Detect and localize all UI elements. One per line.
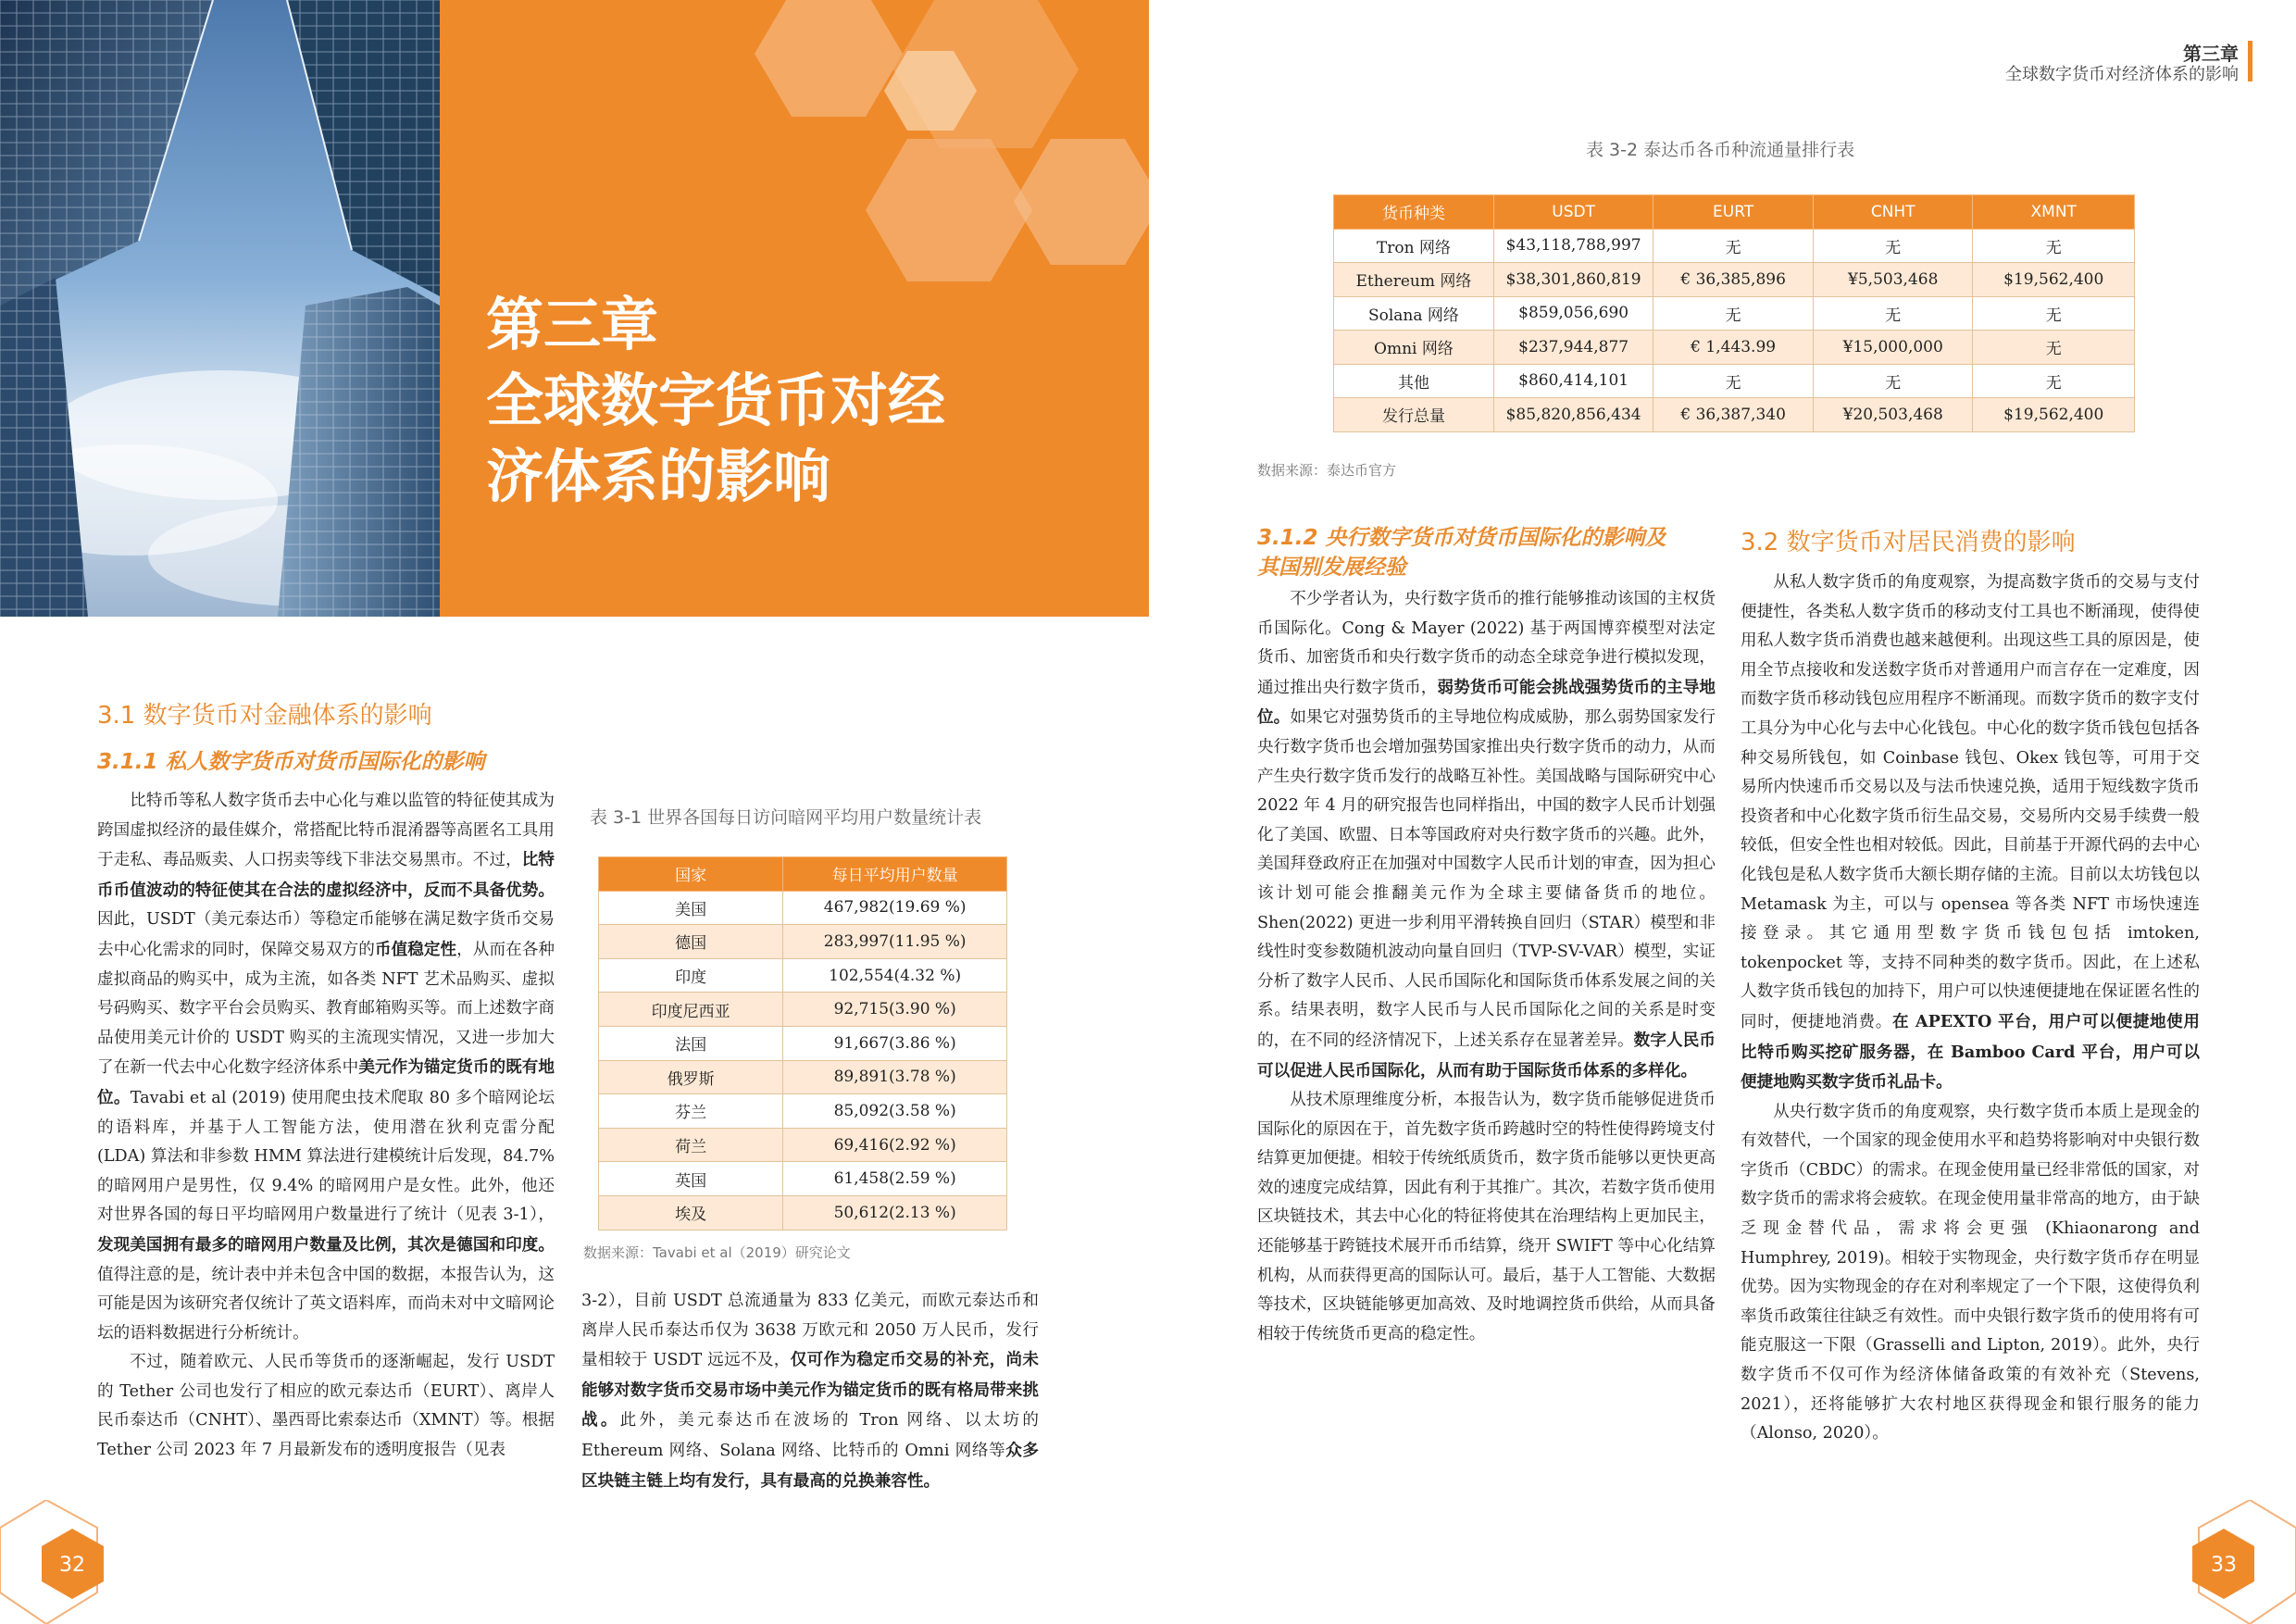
- text-run: 不少学者认为，央行数字货币的推行能够推动该国的主权货币国际化。Cong & Mayer (2022) 基于两国博弈模型对法定货币、加密货币和央行数字货币的动态全球竞争进行模拟发现，通过推出央行数字货币，: [1257, 590, 1716, 697]
- table-cell: 无: [1653, 296, 1814, 331]
- bold-text-run: 比特币币值波动的特征使其在合法的虚拟经济中，反而不具备优势。: [97, 850, 555, 900]
- bold-text-run: 币值稳定性: [374, 939, 457, 959]
- paragraph: [1741, 568, 2200, 1098]
- table-3-2-caption: 表 3-2 泰达币各币种流通量排行表: [1586, 140, 1855, 160]
- table-cell: 无: [1973, 331, 2135, 365]
- bold-text-run: 众多区块链主链上均有发行，具有最高的兑换兼容性。: [581, 1440, 1039, 1491]
- table-cell: € 36,387,340: [1653, 398, 1814, 432]
- table-cell: 美国: [599, 891, 783, 925]
- table-cell: ¥5,503,468: [1813, 263, 1973, 297]
- table-row: [1334, 364, 2135, 398]
- hero-photo: [0, 0, 440, 617]
- table-cell: 法国: [599, 1026, 783, 1060]
- table-cell: 芬兰: [599, 1094, 783, 1129]
- text-run: 此外，美元泰达币在波场的 Tron 网络、以太坊的 Ethereum 网络、Solana 网络、比特币的 Omni 网络等: [581, 1411, 1039, 1460]
- table-cell: 印度: [599, 958, 783, 993]
- table-row: [599, 1128, 1007, 1162]
- page-number-badge-left: [0, 1500, 130, 1624]
- subsection-title-3-1-2: [1257, 523, 1739, 582]
- paragraph: [581, 1287, 1039, 1496]
- table-row: [1334, 296, 2135, 331]
- chapter-title-line-3: 济体系的影响: [486, 443, 831, 510]
- chapter-title-line-2: 全球数字货币对经: [486, 367, 946, 434]
- table-3-1-source: 数据来源：Tavabi et al（2019）研究论文: [583, 1244, 851, 1261]
- table-cell: 荷兰: [599, 1128, 783, 1162]
- table-cell: 无: [1813, 364, 1973, 398]
- text-run: 从央行数字货币的角度观察，央行数字货币本质上是现金的有效替代，一个国家的现金使用水平和趋势将影响对中央银行数字货币（CBDC）的需求。在现金使用量已经非常低的国家，对数字货币的需求将会疲软。在现金使用量非常高的地方，由于缺乏现金替代品，需求将会更强 (Khiaonarong and Humphrey, 2019)。相较于实物现金，央行数字货币存在明显优势。因为实物现金的存在对利率规定了一个下限，这使得负利率货币政策往往缺乏有效性。而中央银行数字货币的使用将有可能克服这一下限（Grasselli and Lipton, 2019）。此外，央行数字货币不仅可作为经济体储备政策的有效补充（Stevens, 2021），还将能够扩大农村地区获得现金和银行服务的能力（Alonso, 2020）。: [1741, 1102, 2200, 1443]
- chapter-title: [486, 287, 945, 515]
- left-column-1: [97, 787, 555, 1466]
- table-header-cell: 国家: [599, 857, 783, 892]
- table-3-2-source: 数据来源：泰达币官方: [1257, 462, 1397, 479]
- paragraph: [97, 787, 555, 1348]
- bold-text-run: 数字人民币可以促进人民币国际化，从而有助于国际货币体系的多样化。: [1257, 1030, 1716, 1081]
- text-run: 不过，随着欧元、人民币等货币的逐渐崛起，发行 USDT 的 Tether 公司也发行了相应的欧元泰达币（EURT）、离岸人民币泰达币（CNHT）、墨西哥比索泰达币（XMNT）等。根据 Tether 公司 2023 年 7 月最新发布的透明度报告（见表: [97, 1353, 555, 1460]
- page-number-left: 32: [59, 1554, 85, 1577]
- table-header-row: [1334, 195, 2135, 230]
- table-row: [1334, 229, 2135, 263]
- table-row: [599, 1094, 1007, 1129]
- table-cell: 英国: [599, 1162, 783, 1196]
- table-cell: 50,612(2.13 %): [783, 1195, 1007, 1230]
- table-row: [599, 1026, 1007, 1060]
- table-header-row: [599, 857, 1007, 892]
- text-run: 如果它对强势货币的主导地位构成威胁，那么弱势国家发行央行数字货币也会增加强势国家推出央行数字货币的动力，从而产生央行数字货币发行的战略互补性。美国战略与国际研究中心 2022 年 4 月的研究报告也同样指出，中国的数字人民币计划强化了美国、欧盟、日本等国政府对央行数字货币的兴趣。此外，美国拜登政府正在加强对中国数字人民币计划的审查，因为担心该计划可能会推翻美元作为全球主要储备货币的地位。Shen(2022) 更进一步利用平滑转换自回归（STAR）模型和非线性时变参数随机波动向量自回归（TVP-SV-VAR）模型，实证分析了数字人民币、人民币国际化和国际货币体系发展之间的关系。结果表明，数字人民币与人民币国际化之间的关系是时变的，在不同的经济情况下，上述关系存在显著差异。: [1257, 708, 1716, 1050]
- table-cell: 其他: [1334, 364, 1494, 398]
- table-cell: $19,562,400: [1973, 263, 2135, 297]
- paragraph: [1741, 1098, 2200, 1449]
- table-3-2: [1333, 194, 2135, 432]
- table-cell: 无: [1973, 229, 2135, 263]
- running-header-subtitle: 全球数字货币对经济体系的影响: [2005, 65, 2239, 84]
- text-run: 值得注意的是，统计表中并未包含中国的数据，本报告认为，这可能是因为该研究者仅统计了英文语料库，而尚未对中文暗网论坛的语料数据进行分析统计。: [97, 1265, 555, 1343]
- table-cell: 91,667(3.86 %): [783, 1026, 1007, 1060]
- hexagon-decoration-icon: [440, 0, 1149, 296]
- table-header-cell: USDT: [1493, 195, 1653, 230]
- table-cell: 92,715(3.90 %): [783, 993, 1007, 1027]
- text-run: Tavabi et al (2019) 使用爬虫技术爬取 80 多个暗网论坛的语料库，并基于人工智能方法，使用潜在狄利克雷分配 (LDA) 算法和非参数 HMM 算法进行建模统计后发现，84.7% 的暗网用户是男性，仅 9.4% 的暗网用户是女性。此外，他还对世界各国的每日平均暗网用户数量进行了统计（见表 3-1），: [97, 1088, 555, 1225]
- text-run: 因此，USDT（美元泰达币）等稳定币能够在满足数字货币交易去中心化需求的同时，保障交易双方的: [97, 910, 555, 959]
- table-cell: 102,554(4.32 %): [783, 958, 1007, 993]
- bold-text-run: 发现美国拥有最多的暗网用户数量及比例，其次是德国和印度。: [97, 1234, 555, 1255]
- table-cell: $19,562,400: [1973, 398, 2135, 432]
- text-run: 3-2），目前 USDT 总流通量为 833 亿美元，而欧元泰达币和离岸人民币泰达币仅为 3638 万欧元和 2050 万人民币，发行量相较于 USDT 远远不及，: [581, 1292, 1039, 1370]
- page-number-right: 33: [2211, 1554, 2237, 1577]
- paragraph: [1257, 585, 1716, 1086]
- table-header-cell: 每日平均用户数量: [783, 857, 1007, 892]
- section-title-3-1: 3.1 数字货币对金融体系的影响: [97, 702, 432, 730]
- bold-text-run: 弱势货币可能会挑战强势货币的主导地位。: [1257, 677, 1716, 728]
- right-column-1: [1257, 585, 1716, 1349]
- table-cell: 发行总量: [1334, 398, 1494, 432]
- table-row: [599, 1060, 1007, 1094]
- table-cell: 无: [1973, 296, 2135, 331]
- table-cell: $38,301,860,819: [1493, 263, 1653, 297]
- section-title-3-2: 3.2 数字货币对居民消费的影响: [1741, 529, 2076, 556]
- table-row: [599, 993, 1007, 1027]
- table-cell: € 36,385,896: [1653, 263, 1814, 297]
- table-cell: 无: [1653, 364, 1814, 398]
- bold-text-run: 在 APEXTO 平台，用户可以便捷地使用比特币购买挖矿服务器，在 Bamboo Card 平台，用户可以便捷地购买数字货币礼品卡。: [1741, 1011, 2200, 1093]
- header-accent-bar: [2248, 41, 2252, 81]
- table-3-1-caption: 表 3-1 世界各国每日访问暗网平均用户数量统计表: [590, 807, 982, 828]
- subsection-title-3-1-2-line-1: 3.1.2 央行数字货币对货币国际化的影响及: [1257, 526, 1666, 550]
- table-cell: Tron 网络: [1334, 229, 1494, 263]
- table-cell: $85,820,856,434: [1493, 398, 1653, 432]
- page-number-badge-right: [2166, 1500, 2296, 1624]
- table-row: [599, 925, 1007, 959]
- table-cell: 无: [1973, 364, 2135, 398]
- table-cell: 61,458(2.59 %): [783, 1162, 1007, 1196]
- paragraph: [97, 1348, 555, 1465]
- chapter-title-line-1: 第三章: [486, 291, 659, 358]
- running-header-chapter: 第三章: [2183, 43, 2239, 65]
- table-row: [1334, 331, 2135, 365]
- table-cell: 德国: [599, 925, 783, 959]
- left-column-2: [581, 1287, 1039, 1496]
- table-cell: Omni 网络: [1334, 331, 1494, 365]
- text-run: 从私人数字货币的角度观察，为提高数字货币的交易与支付便捷性，各类私人数字货币的移动支付工具也不断涌现，使得使用私人数字货币消费也越来越便利。出现这些工具的原因是，使用全节点接收和发送数字货币对普通用户而言存在一定难度，因而数字货币移动钱包应用程序不断涌现。而数字货币的数字支付工具分为中心化与去中心化钱包。中心化的数字货币钱包包括各种交易所钱包，如 Coinbase 钱包、Okex 钱包等，可用于交易所内快速币币交易以及与法币快速兑换，适用于短线数字货币投资者和中心化数字货币衍生品交易，交易所内交易手续费一般较低，但安全性也相对较低。因此，目前基于开源代码的去中心化钱包是私人数字货币大额长期存储的主流。目前以太坊钱包以 Metamask 为主，可以与 opensea 等各类 NFT 市场快速连接登录。其它通用型数字货币钱包包括 imtoken, tokenpocket 等，支持不同种类的数字货币。因此，在上述私人数字货币钱包的加持下，用户可以快速便捷地在保证匿名性的同时，便捷地消费。: [1741, 573, 2200, 1031]
- table-cell: $859,056,690: [1493, 296, 1653, 331]
- table-row: [599, 1162, 1007, 1196]
- table-cell: 89,891(3.78 %): [783, 1060, 1007, 1094]
- table-header-cell: CNHT: [1813, 195, 1973, 230]
- table-cell: Solana 网络: [1334, 296, 1494, 331]
- table-row: [1334, 263, 2135, 297]
- table-row: [1334, 398, 2135, 432]
- table-cell: 85,092(3.58 %): [783, 1094, 1007, 1129]
- subsection-title-3-1-1: 3.1.1 私人数字货币对货币国际化的影响: [97, 750, 485, 774]
- table-row: [599, 891, 1007, 925]
- table-cell: 无: [1813, 296, 1973, 331]
- paragraph: [1257, 1086, 1716, 1349]
- table-cell: 无: [1813, 229, 1973, 263]
- table-cell: 无: [1653, 229, 1814, 263]
- table-cell: ¥15,000,000: [1813, 331, 1973, 365]
- text-run: 从技术原理维度分析，本报告认为，数字货币能够促进货币国际化的原因在于，首先数字货币跨越时空的特性使得跨境支付结算更加便捷。相较于传统纸质货币，数字货币能够以更快更高效的速度完成结算，因此有利于其推广。其次，若数字货币使用区块链技术，其去中心化的特征将使其在治理结构上更加民主，还能够基于跨链技术展开币币结算，绕开 SWIFT 等中心化结算机构，从而获得更高的国际认可。最后，基于人工智能、大数据等技术，区块链能够更加高效、及时地调控货币供给，从而具备相较于传统货币更高的稳定性。: [1257, 1091, 1716, 1343]
- table-cell: $43,118,788,997: [1493, 229, 1653, 263]
- table-cell: € 1,443.99: [1653, 331, 1814, 365]
- table-header-cell: EURT: [1653, 195, 1814, 230]
- text-run: 比特币等私人数字货币去中心化与难以监管的特征使其成为跨国虚拟经济的最佳媒介，常搭配比特币混淆器等高匿名工具用于走私、毒品贩卖、人口拐卖等线下非法交易黑市。不过，: [97, 792, 555, 870]
- chapter-banner: [440, 0, 1149, 617]
- table-cell: Ethereum 网络: [1334, 263, 1494, 297]
- table-cell: 埃及: [599, 1195, 783, 1230]
- bold-text-run: 仅可作为稳定币交易的补充，尚未能够对数字货币交易市场中美元作为锚定货币的既有格局带来挑战。: [581, 1350, 1039, 1430]
- skyscraper-photo-illustration: [0, 0, 440, 617]
- table-cell: 467,982(19.69 %): [783, 891, 1007, 925]
- table-cell: 俄罗斯: [599, 1060, 783, 1094]
- table-header-cell: 货币种类: [1334, 195, 1494, 230]
- table-cell: $237,944,877: [1493, 331, 1653, 365]
- subsection-title-3-1-2-line-2: 其国别发展经验: [1257, 556, 1406, 580]
- table-cell: 印度尼西亚: [599, 993, 783, 1027]
- table-row: [599, 1195, 1007, 1230]
- table-3-1: [598, 856, 1007, 1230]
- text-run: ，从而在各种虚拟商品的购买中，成为主流，如各类 NFT 艺术品购买、虚拟号码购买、数字平台会员购买、教育邮箱购买等。而上述数字商品使用美元计价的 USDT 购买的主流现实情况，又进一步加大了在新一代去中心化数字经济体系中: [97, 940, 555, 1078]
- right-column-2: [1741, 568, 2200, 1449]
- bold-text-run: 美元作为锚定货币的既有地位。: [97, 1057, 555, 1107]
- table-cell: $860,414,101: [1493, 364, 1653, 398]
- table-header-cell: XMNT: [1973, 195, 2135, 230]
- table-row: [599, 958, 1007, 993]
- table-cell: 283,997(11.95 %): [783, 925, 1007, 959]
- table-cell: 69,416(2.92 %): [783, 1128, 1007, 1162]
- table-cell: ¥20,503,468: [1813, 398, 1973, 432]
